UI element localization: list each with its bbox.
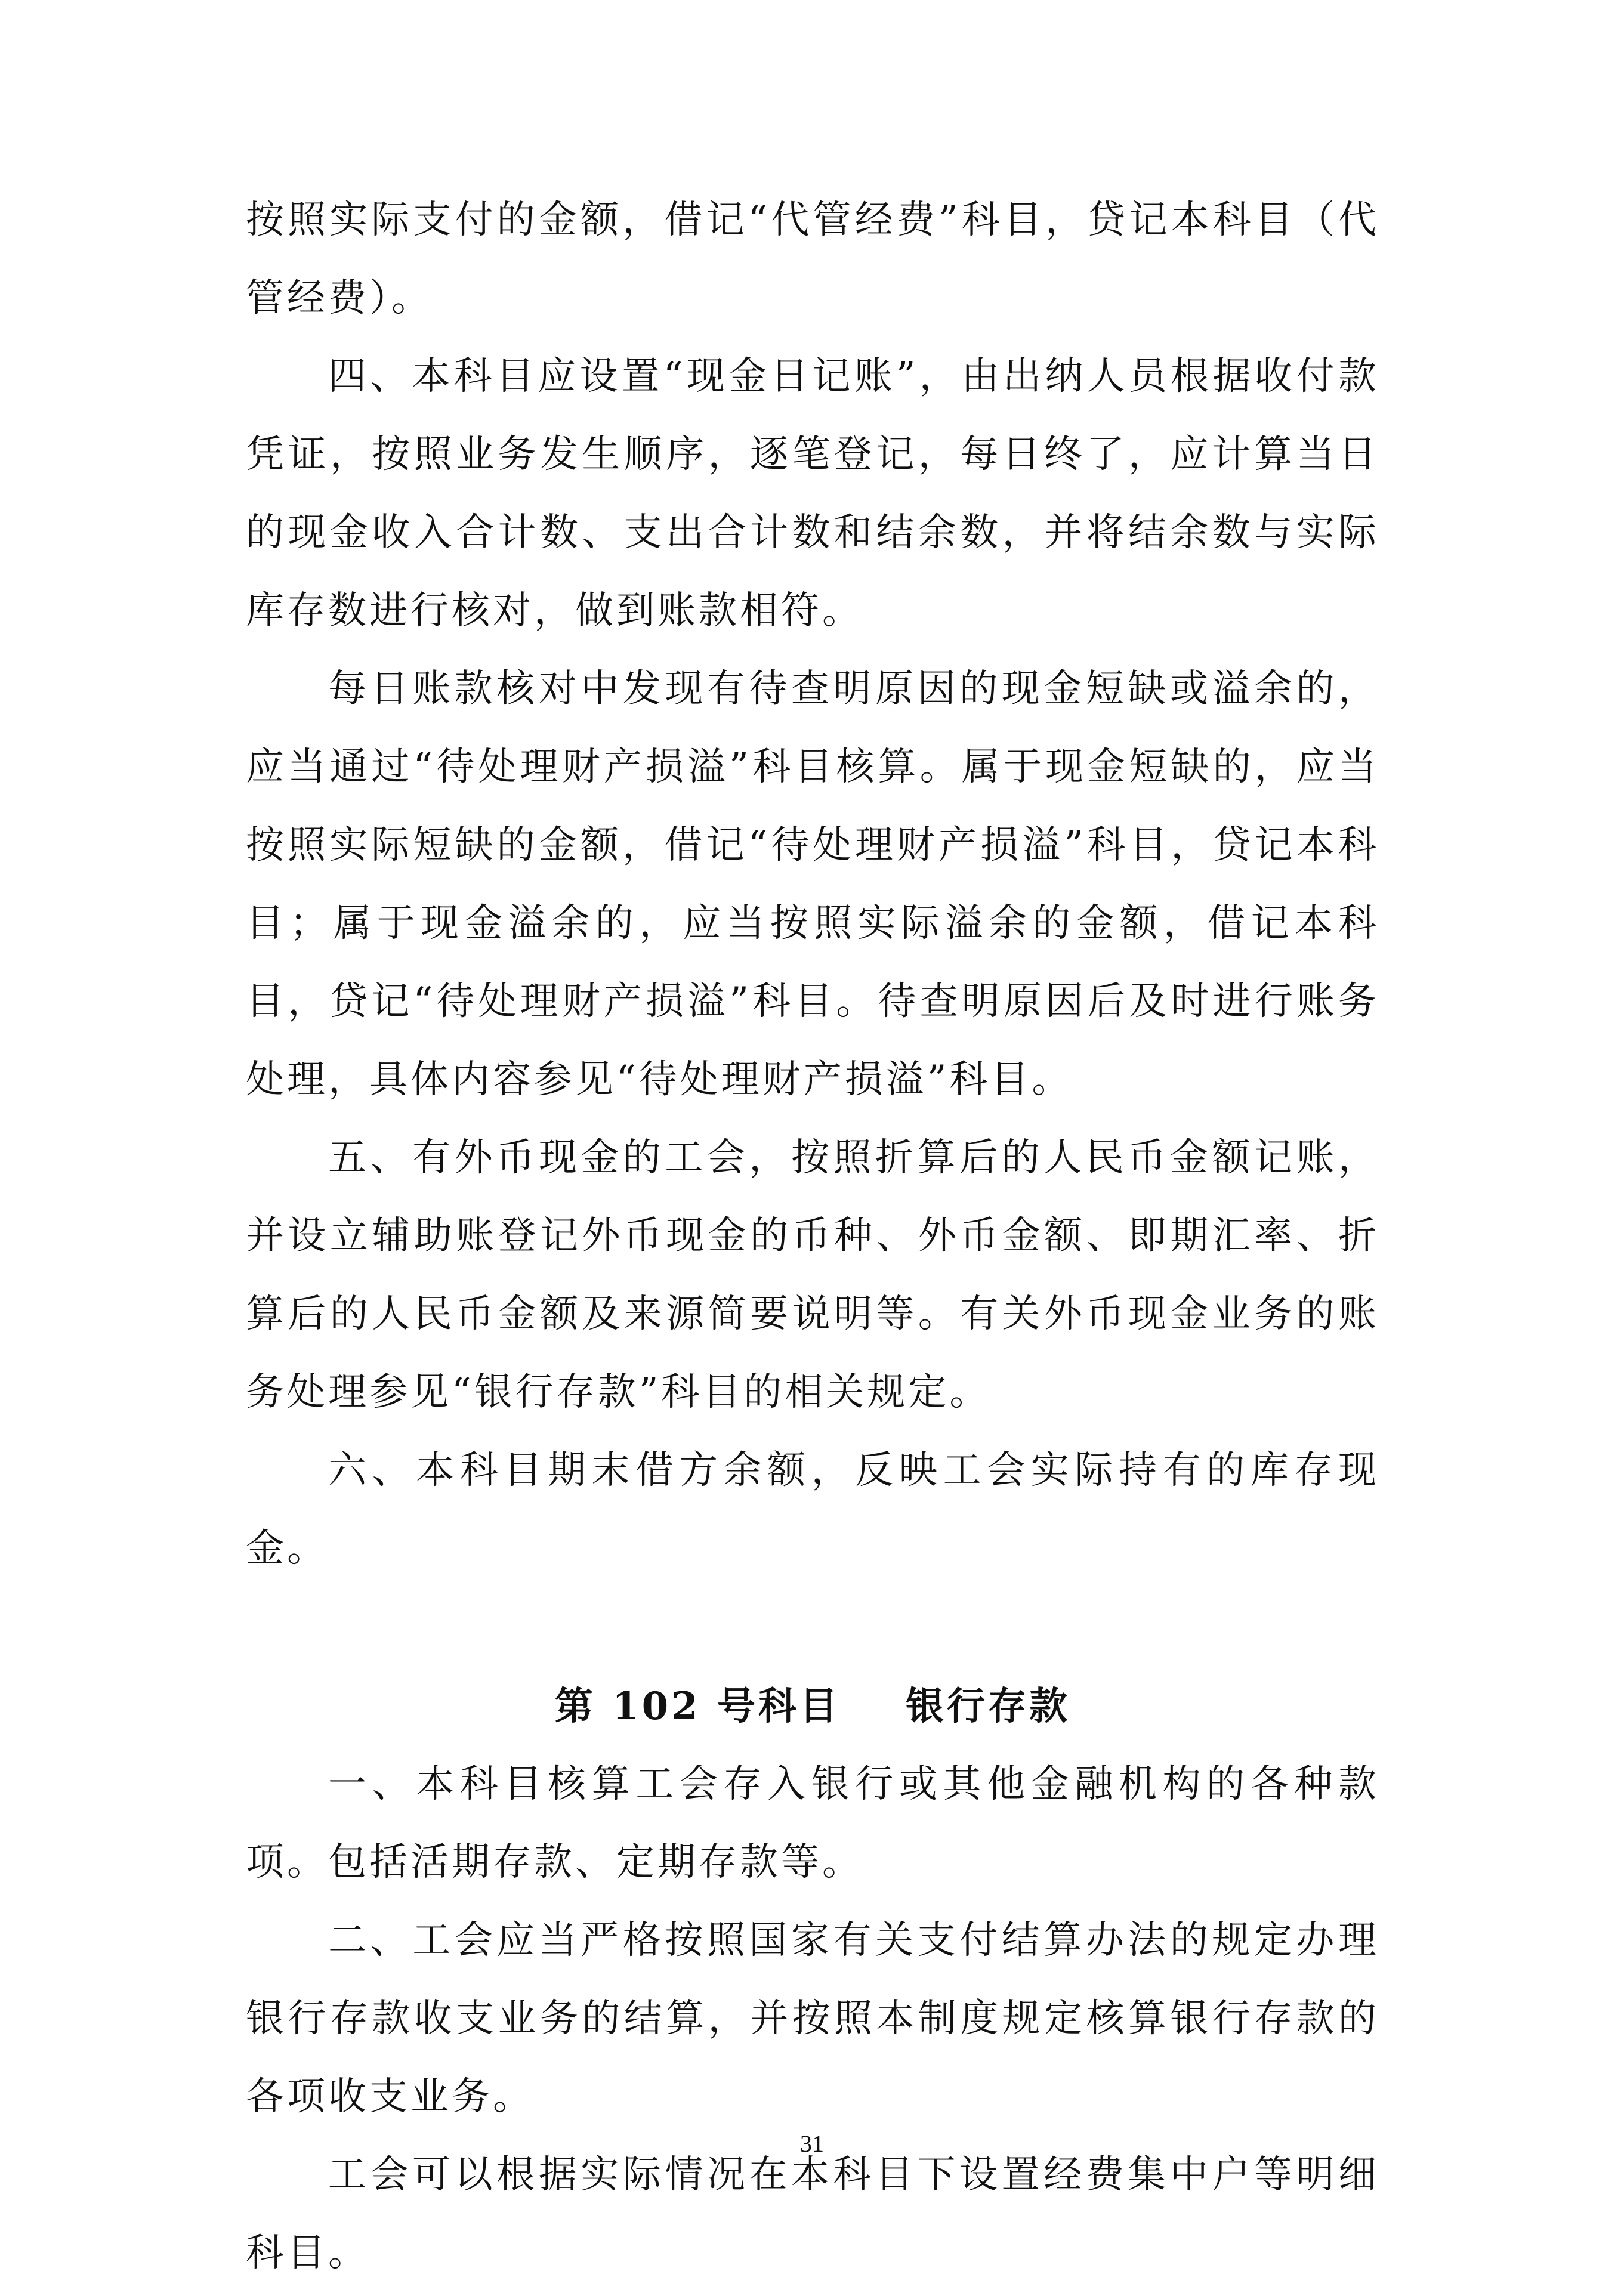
- paragraph-bank-scope: 一、本科目核算工会存入银行或其他金融机构的各种款项。包括活期存款、定期存款等。: [246, 1762, 1379, 1884]
- paragraph-bank-settlement: 二、工会应当严格按照国家有关支付结算办法的规定办理银行存款收支业务的结算，并按照本制度规定核算银行存款的各项收支业务。: [246, 1918, 1379, 2119]
- paragraph-cash-discrepancy: 每日账款核对中发现有待查明原因的现金短缺或溢余的，应当通过“待处理财产损溢”科目核算。属于现金短缺的，应当按照实际短缺的金额，借记“待处理财产损溢”科目，贷记本科目；属于现金溢余的，应当按照实际溢余的金额，借记本科目，贷记“待处理财产损溢”科目。待查明原因后及时进行账务处理，具体内容参见“待处理财产损溢”科目。: [246, 667, 1379, 1102]
- paragraph-bank-subaccounts: 工会可以根据实际情况在本科目下设置经费集中户等明细科目。: [246, 2153, 1379, 2275]
- paragraph-cash-journal: 四、本科目应设置“现金日记账”，由出纳人员根据收付款凭证，按照业务发生顺序，逐笔登记，每日终了，应计算当日的现金收入合计数、支出合计数和结余数，并将结余数与实际库存数进行核对，做到账款相符。: [246, 354, 1379, 633]
- section-heading: 第 102 号科目 银行存款: [554, 1684, 1071, 1729]
- paragraph-period-end-balance: 六、本科目期末借方余额，反映工会实际持有的库存现金。: [246, 1448, 1379, 1571]
- paragraph-continuation: 按照实际支付的金额，借记“代管经费”科目，贷记本科目（代管经费）。: [246, 198, 1379, 320]
- page-number: 31: [800, 2130, 824, 2157]
- page-body: [246, 181, 1379, 2292]
- paragraph-foreign-currency: 五、有外币现金的工会，按照折算后的人民币金额记账，并设立辅助账登记外币现金的币种、外币金额、即期汇率、折算后的人民币金额及来源简要说明等。有关外币现金业务的账务处理参见“银行存款”科目的相关规定。: [246, 1136, 1379, 1414]
